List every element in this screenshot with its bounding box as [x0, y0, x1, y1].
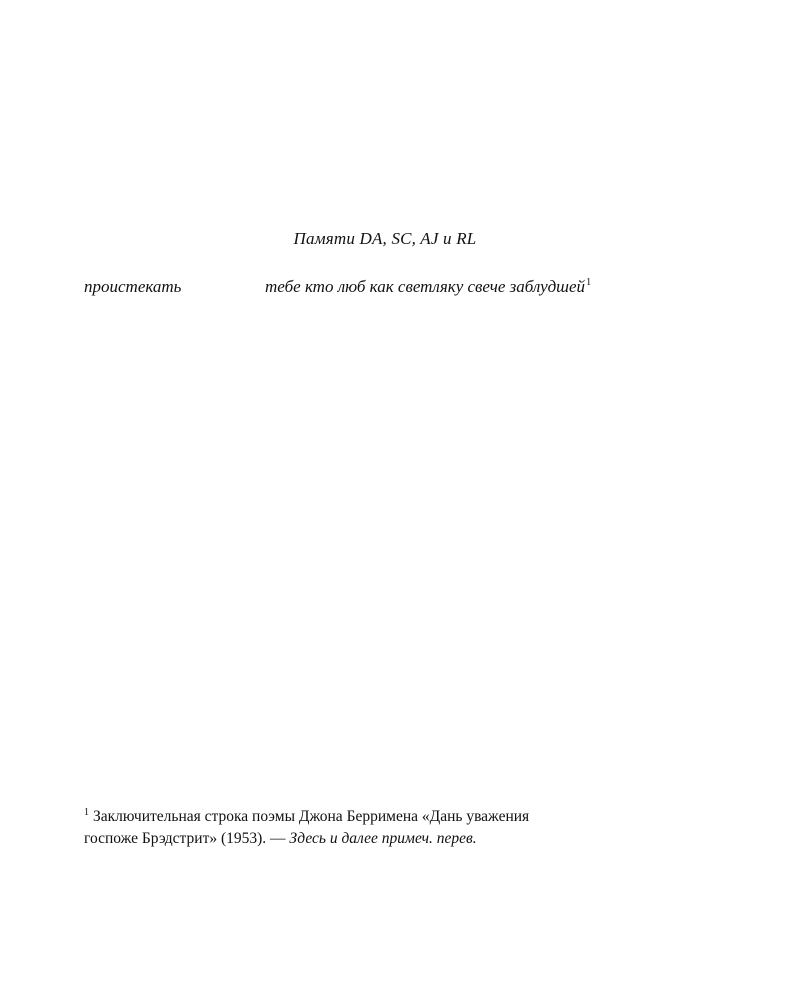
dedication: Памяти DA, SC, AJ и RL: [293, 229, 477, 248]
footnote-translator-note: Здесь и далее примеч. перев.: [289, 830, 477, 847]
footnote-line-1-text: Заключительная строка поэмы Джона Берримена «Дань уважения: [93, 808, 530, 825]
footnote-number: 1: [84, 806, 89, 818]
footnote-line-2-text: госпоже Брэдстрит» (1953). —: [84, 830, 290, 847]
footnote-line-1: [84, 806, 684, 828]
epigraph-left-word: проистекать: [84, 277, 182, 296]
epigraph-right-phrase: [265, 277, 591, 297]
footnote: [84, 806, 684, 850]
footnote-reference-marker: 1: [586, 277, 592, 289]
epigraph-right-text: тебе кто люб как светляку свече заблудшей: [265, 277, 586, 296]
footnote-line-2: [84, 828, 684, 850]
